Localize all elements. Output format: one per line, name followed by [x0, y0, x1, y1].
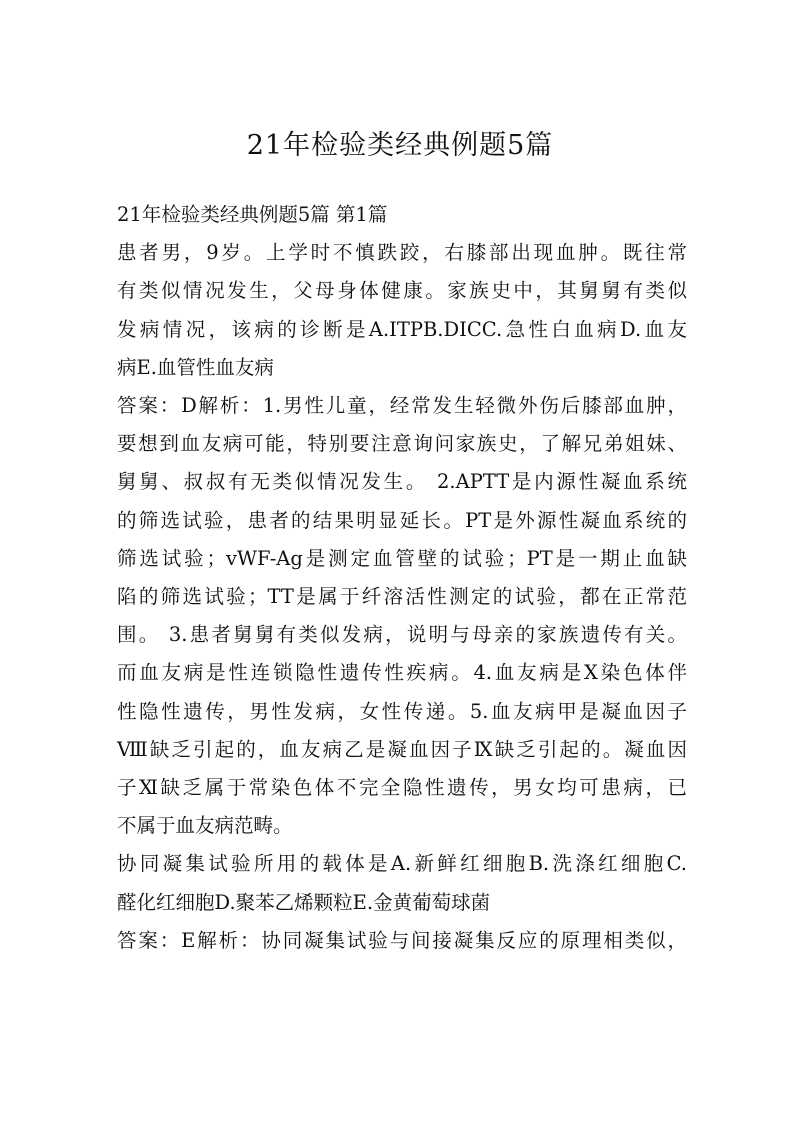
text-line: 围。 3.患者舅舅有类似发病，说明与母亲的家族遗传有关。 [117, 623, 687, 647]
text-line: 患者男，9岁。上学时不慎跌跤，右膝部出现血肿。既往常 [117, 241, 687, 265]
text-line: 答案：D解析：1.男性儿童，经常发生轻微外伤后膝部血肿， [117, 394, 687, 418]
question-2-paragraph [117, 845, 687, 921]
document-body [117, 196, 687, 960]
text-line: 要想到血友病可能，特别要注意询问家族史，了解兄弟姐妹、 [117, 432, 687, 456]
text-line: 协同凝集试验所用的载体是A.新鲜红细胞B.洗涤红细胞C. [117, 852, 687, 876]
text-line: 子Ⅺ缺乏属于常染色体不完全隐性遗传，男女均可患病，已 [117, 776, 687, 800]
answer-1-paragraph [117, 387, 687, 845]
text-line: 有类似情况发生，父母身体健康。家族史中，其舅舅有类似 [117, 279, 687, 303]
text-line: 而血友病是性连锁隐性遗传性疾病。4.血友病是X染色体伴 [117, 661, 687, 685]
text-line: 的筛选试验，患者的结果明显延长。PT是外源性凝血系统的 [117, 508, 687, 532]
answer-2-paragraph [117, 922, 687, 960]
text-line: 不属于血友病范畴。 [117, 814, 293, 838]
section-heading: 21年检验类经典例题5篇 第1篇 [117, 203, 388, 226]
text-line: 陷的筛选试验；TT是属于纤溶活性测定的试验，都在正常范 [117, 585, 687, 609]
text-line: 性隐性遗传，男性发病，女性传递。5.血友病甲是凝血因子 [117, 699, 687, 723]
text-line: 筛选试验；vWF-Ag是测定血管壁的试验；PT是一期止血缺 [117, 546, 687, 570]
text-line: 答案：E解析：协同凝集试验与间接凝集反应的原理相类似， [117, 928, 687, 952]
question-1-paragraph [117, 234, 687, 387]
text-line: 病E.血管性血友病 [117, 355, 274, 379]
text-line: 发病情况，该病的诊断是A.ITPB.DICC.急性白血病D.血友 [117, 317, 687, 341]
text-line: Ⅷ缺乏引起的，血友病乙是凝血因子Ⅸ缺乏引起的。凝血因 [117, 737, 687, 761]
document-title: 21年检验类经典例题5篇 [246, 130, 554, 161]
text-line: 舅舅、叔叔有无类似情况发生。 2.APTT是内源性凝血系统 [117, 470, 687, 494]
text-line: 醛化红细胞D.聚苯乙烯颗粒E.金黄葡萄球菌 [117, 890, 491, 914]
